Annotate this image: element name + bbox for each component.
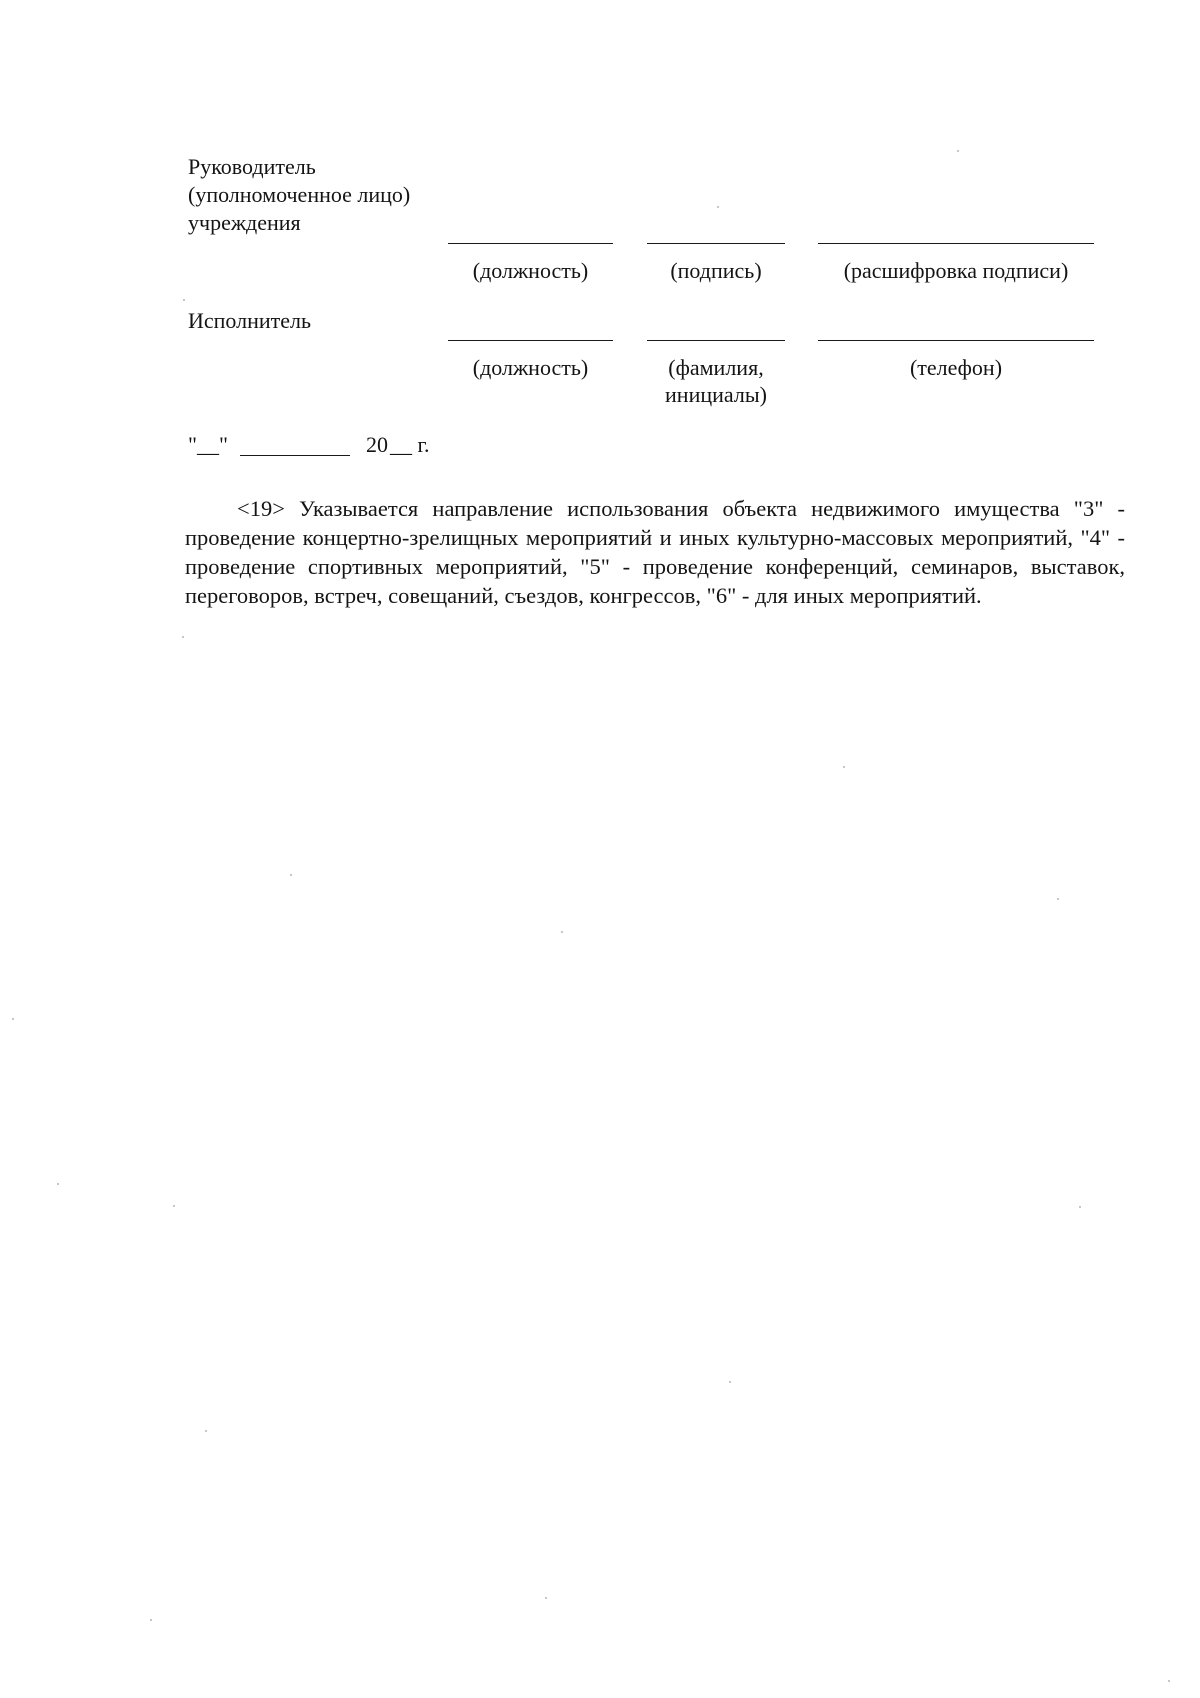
date-year-suffix: __ г. — [390, 432, 430, 457]
head-label-line-3: учреждения — [188, 210, 301, 235]
head-signature-caption: (подпись) — [670, 258, 762, 283]
scan-speck — [183, 299, 185, 301]
scan-speck — [561, 931, 563, 933]
executor-name-caption-line-1: (фамилия, — [668, 355, 764, 380]
executor-name-caption-line-2: инициалы) — [665, 382, 767, 407]
scan-speck — [729, 1381, 731, 1383]
executor-label: Исполнитель — [188, 308, 312, 333]
date-year-prefix: 20 — [366, 432, 388, 457]
scan-speck — [182, 636, 184, 638]
executor-phone-caption: (телефон) — [909, 355, 1003, 380]
head-label-line-2: (уполномоченное лицо) — [188, 182, 411, 207]
footnote-paragraph — [185, 494, 1125, 610]
scan-speck — [1057, 898, 1059, 900]
head-signature-decoding-line — [818, 243, 1094, 244]
head-position-line — [448, 243, 613, 244]
head-signature-decoding-caption: (расшифровка подписи) — [843, 258, 1069, 283]
scan-speck — [173, 1205, 175, 1207]
scan-speck — [205, 1430, 207, 1432]
scan-speck — [57, 1183, 59, 1185]
scan-speck — [717, 206, 719, 208]
scan-speck — [150, 1619, 152, 1621]
scan-speck — [1168, 1680, 1170, 1682]
executor-position-line — [448, 340, 613, 341]
scan-speck — [12, 1018, 14, 1020]
scan-speck — [1079, 1206, 1081, 1208]
scan-speck — [957, 150, 959, 152]
head-label-line-1: Руководитель — [188, 154, 316, 179]
head-signature-line — [647, 243, 785, 244]
scan-speck — [290, 874, 292, 876]
footnote-text: <19> Указывается направление использования объекта недвижимого имущества "3" - проведение концертно-зрелищных мероприятий и иных культурно-массовых мероприятий, "4" - проведение спортивных мероприятий, "5" - проведение конференций, семинаров, выставок, переговоров, встреч, совещаний, съездов, конгрессов, "6" - для иных мероприятий. — [185, 496, 1125, 608]
executor-position-caption: (должность) — [472, 355, 589, 380]
scan-speck — [545, 1597, 547, 1599]
scan-speck — [843, 766, 845, 768]
executor-phone-line — [818, 340, 1094, 341]
date-month-blank — [240, 455, 350, 456]
head-position-caption: (должность) — [472, 258, 589, 283]
date-day-quotes: "__" — [188, 432, 228, 457]
executor-name-line — [647, 340, 785, 341]
